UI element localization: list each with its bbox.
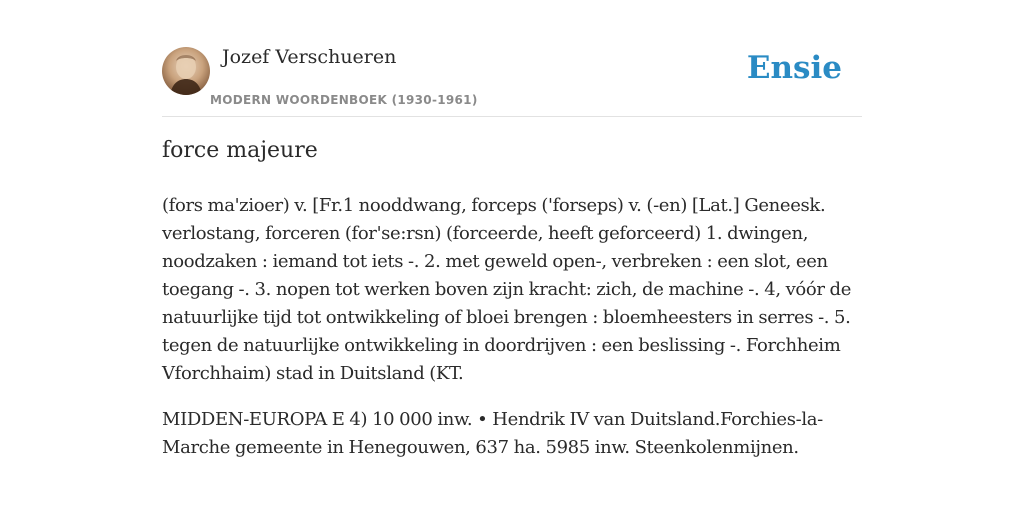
- entry-paragraph: MIDDEN-EUROPA E 4) 10 000 inw. • Hendrik IV van Duitsland.Forchies-la-Marche gemeente in Henegouwen, 637 ha. 5985 inw. Steenkolenmijnen.: [162, 409, 823, 458]
- author-name[interactable]: Jozef Verschueren: [222, 46, 397, 68]
- source-label: MODERN WOORDENBOEK (1930-1961): [210, 93, 478, 107]
- entry-body: [162, 192, 862, 462]
- portrait-icon: [162, 47, 210, 95]
- author-header: [162, 44, 862, 117]
- entry-title: force majeure: [162, 138, 318, 163]
- entry-paragraph: (fors ma'zioer) v. [Fr.1 nooddwang, forceps ('forseps) v. (-en) [Lat.] Geneesk. verlostang, forceren (for'se:rsn) (forceerde, heeft geforceerd) 1. dwingen, noodzaken : iemand tot iets -. 2. met geweld open-, verbreken : een slot, een toegang -. 3. nopen tot werken boven zijn kracht: zich, de machine -. 4, vóór de natuurlijke tijd tot ontwikkeling of bloei brengen : bloemheesters in serres -. 5. tegen de natuurlijke ontwikkeling in doordrijven : een beslissing -. Forchheim Vforchhaim) stad in Duitsland (KT.: [162, 195, 852, 384]
- author-avatar[interactable]: [162, 47, 210, 95]
- brand-logo[interactable]: Ensie: [746, 50, 842, 86]
